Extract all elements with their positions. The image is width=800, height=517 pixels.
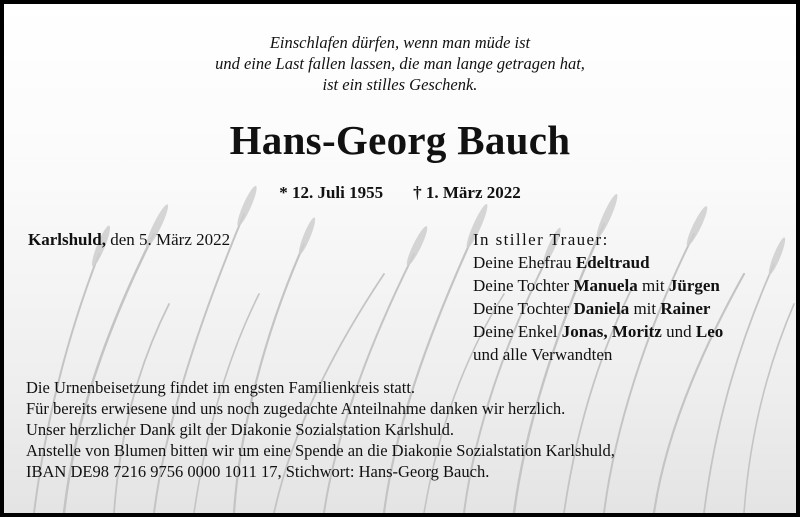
place-date xyxy=(28,230,230,250)
mourner-name: Daniela xyxy=(573,299,630,318)
mourner-line xyxy=(473,251,723,274)
mourner-relation: Deine Tochter xyxy=(473,299,574,318)
mourner-name: Jonas, xyxy=(561,322,608,341)
mourner-name: Jürgen xyxy=(668,276,720,295)
closing-line: Anstelle von Blumen bitten wir um eine Spende an die Diakonie Sozialstation Karlshuld, xyxy=(26,441,615,460)
notice-date: den 5. März 2022 xyxy=(105,230,231,249)
mourner-name: Rainer xyxy=(660,299,711,318)
closing-line: IBAN DE98 7216 9756 0000 1011 17, Stichwort: Hans-Georg Bauch. xyxy=(26,462,490,481)
mourners-header: In stiller Trauer: xyxy=(473,230,609,249)
mourner-line xyxy=(473,320,723,343)
mourner-connector: mit xyxy=(629,299,661,318)
mourners-list xyxy=(473,228,723,366)
poem-quote xyxy=(4,32,796,95)
mourner-connector: mit xyxy=(637,276,669,295)
mourner-name: Moritz xyxy=(611,322,662,341)
closing-line: Unser herzlicher Dank gilt der Diakonie Sozialstation Karlshuld. xyxy=(26,420,454,439)
mourner-relation: Deine Tochter xyxy=(473,276,574,295)
poem-line: und eine Last fallen lassen, die man lange getragen hat, xyxy=(215,54,585,73)
closing-text xyxy=(26,377,615,482)
birth-date: * 12. Juli 1955 xyxy=(279,183,384,202)
mourner-name: Manuela xyxy=(573,276,638,295)
mourner-line: und alle Verwandten xyxy=(473,345,613,364)
mourner-name: Edeltraud xyxy=(575,253,650,272)
mourner-relation: Deine Enkel xyxy=(473,322,562,341)
closing-line: Für bereits erwiesene und uns noch zugedachte Anteilnahme danken wir herzlich. xyxy=(26,399,566,418)
mourner-name: Leo xyxy=(695,322,724,341)
closing-line: Die Urnenbeisetzung findet im engsten Familienkreis statt. xyxy=(26,378,416,397)
poem-line: Einschlafen dürfen, wenn man müde ist xyxy=(269,33,531,52)
poem-line: ist ein stilles Geschenk. xyxy=(322,75,478,94)
mourner-relation: Deine Ehefrau xyxy=(473,253,576,272)
place-name: Karlshuld, xyxy=(28,230,106,249)
death-date: † 1. März 2022 xyxy=(413,183,521,202)
notice-content xyxy=(4,4,796,513)
mourner-line xyxy=(473,297,723,320)
mourner-line xyxy=(473,274,723,297)
mourner-connector: und xyxy=(661,322,696,341)
deceased-name: Hans-Georg Bauch xyxy=(229,117,571,163)
life-dates xyxy=(4,183,796,203)
